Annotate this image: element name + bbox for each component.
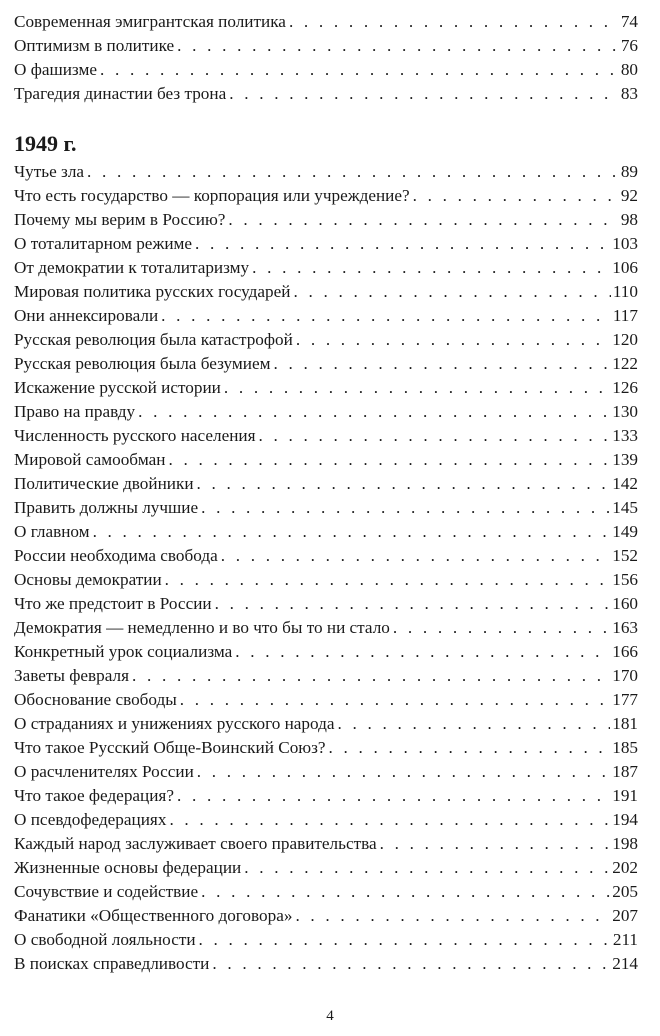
toc-entry-page: 117 (612, 306, 638, 325)
toc-entry-page: 181 (612, 714, 638, 733)
dot-leader (228, 208, 618, 232)
dot-leader (413, 184, 619, 208)
toc-entry[interactable] (14, 34, 638, 58)
dot-leader (180, 688, 610, 712)
toc-entry-title: Русская революция была катастрофой (14, 330, 293, 349)
toc-entry-title: Современная эмигрантская политика (14, 12, 286, 31)
dot-leader (329, 736, 611, 760)
toc-entry[interactable] (14, 808, 638, 832)
toc-entry[interactable] (14, 376, 638, 400)
dot-leader (380, 832, 611, 856)
dot-leader (244, 856, 610, 880)
toc-entry[interactable] (14, 520, 638, 544)
toc-entry-title: О псевдофедерациях (14, 810, 167, 829)
toc-entry[interactable] (14, 952, 638, 976)
toc-list-1949 (14, 160, 638, 976)
toc-entry-title: Русская революция была безумием (14, 354, 271, 373)
toc-entry-title: Жизненные основы федерации (14, 858, 242, 877)
dot-leader (138, 400, 610, 424)
toc-entry-page: 139 (612, 450, 638, 469)
dot-leader (197, 472, 611, 496)
toc-entry[interactable] (14, 232, 638, 256)
table-of-contents (14, 0, 638, 976)
dot-leader (289, 10, 619, 34)
dot-leader (293, 280, 610, 304)
toc-entry-page: 145 (612, 498, 638, 517)
toc-entry-page: 194 (612, 810, 638, 829)
toc-entry-title: Политические двойники (14, 474, 194, 493)
dot-leader (229, 82, 619, 106)
toc-entry[interactable] (14, 304, 638, 328)
toc-entry-title: Трагедия династии без трона (14, 84, 227, 103)
dot-leader (195, 232, 610, 256)
dot-leader (132, 664, 610, 688)
toc-entry-title: Они аннексировали (14, 306, 159, 325)
toc-entry[interactable] (14, 400, 638, 424)
toc-entry[interactable] (14, 712, 638, 736)
dot-leader (100, 58, 619, 82)
toc-entry-page: 185 (612, 738, 638, 757)
toc-entry-title: Заветы февраля (14, 666, 129, 685)
toc-entry-page: 110 (612, 282, 638, 301)
toc-entry-title: От демократии к тоталитаризму (14, 258, 250, 277)
dot-leader (235, 640, 610, 664)
dot-leader (224, 376, 610, 400)
toc-entry-title: Почему мы верим в Россию? (14, 210, 226, 229)
toc-entry[interactable] (14, 880, 638, 904)
toc-entry[interactable] (14, 928, 638, 952)
dot-leader (221, 544, 611, 568)
dot-leader (168, 448, 610, 472)
toc-entry-page: 163 (612, 618, 638, 637)
dot-leader (177, 784, 610, 808)
toc-entry[interactable] (14, 736, 638, 760)
toc-entry-title: Основы демократии (14, 570, 162, 589)
toc-entry-title: Сочувствие и содействие (14, 882, 199, 901)
toc-entry-page: 80 (620, 60, 638, 79)
toc-entry-page: 198 (612, 834, 638, 853)
toc-entry-page: 202 (612, 858, 638, 877)
toc-entry-page: 142 (612, 474, 638, 493)
toc-entry-page: 126 (612, 378, 638, 397)
toc-entry-title: В поисках справедливости (14, 954, 210, 973)
dot-leader (295, 904, 610, 928)
toc-entry-title: Каждый народ заслуживает своего правительства (14, 834, 377, 853)
toc-entry[interactable] (14, 592, 638, 616)
toc-entry-page: 89 (620, 162, 638, 181)
toc-entry[interactable] (14, 10, 638, 34)
dot-leader (252, 256, 610, 280)
toc-entry-title: Что же предстоит в России (14, 594, 212, 613)
toc-entry[interactable] (14, 832, 638, 856)
toc-entry[interactable] (14, 448, 638, 472)
dot-leader (212, 952, 610, 976)
toc-entry[interactable] (14, 496, 638, 520)
toc-entry[interactable] (14, 280, 638, 304)
toc-entry[interactable] (14, 208, 638, 232)
toc-entry-title: О расчленителях России (14, 762, 194, 781)
dot-leader (201, 496, 610, 520)
toc-entry[interactable] (14, 664, 638, 688)
toc-entry[interactable] (14, 784, 638, 808)
dot-leader (161, 304, 611, 328)
toc-entry[interactable] (14, 184, 638, 208)
toc-entry-page: 103 (612, 234, 638, 253)
toc-entry[interactable] (14, 544, 638, 568)
toc-entry-page: 207 (612, 906, 638, 925)
toc-entry[interactable] (14, 640, 638, 664)
toc-entry-page: 170 (612, 666, 638, 685)
toc-entry-title: Мировой самообман (14, 450, 166, 469)
dot-leader (259, 424, 611, 448)
dot-leader (165, 568, 611, 592)
toc-entry[interactable] (14, 568, 638, 592)
dot-leader (93, 520, 611, 544)
toc-entry-page: 133 (612, 426, 638, 445)
toc-entry-title: Искажение русской истории (14, 378, 221, 397)
toc-entry-page: 160 (612, 594, 638, 613)
toc-entry-title: Численность русского населения (14, 426, 256, 445)
dot-leader (197, 760, 610, 784)
toc-entry-title: Чутье зла (14, 162, 85, 181)
toc-entry-page: 76 (620, 36, 638, 55)
toc-entry-page: 74 (620, 12, 638, 31)
toc-entry-title: Что такое Русский Обще-Воинский Союз? (14, 738, 326, 757)
toc-entry-page: 177 (612, 690, 638, 709)
dot-leader (393, 616, 610, 640)
toc-entry-page: 156 (612, 570, 638, 589)
toc-entry-title: Конкретный урок социализма (14, 642, 233, 661)
dot-leader (199, 928, 611, 952)
dot-leader (87, 160, 619, 184)
toc-entry-page: 120 (612, 330, 638, 349)
toc-entry-page: 214 (612, 954, 638, 973)
toc-entry-page: 98 (620, 210, 638, 229)
toc-entry-title: Обоснование свободы (14, 690, 177, 709)
toc-entry-page: 166 (612, 642, 638, 661)
page-number: 4 (326, 1008, 334, 1024)
toc-entry-title: О страданиях и унижениях русского народа (14, 714, 335, 733)
section-heading-year: 1949 г. (14, 131, 77, 156)
toc-entry-title: России необходима свобода (14, 546, 218, 565)
toc-entry[interactable] (14, 256, 638, 280)
toc-entry-title: О главном (14, 522, 90, 541)
toc-entry-page: 205 (612, 882, 638, 901)
toc-entry[interactable] (14, 760, 638, 784)
toc-entry-title: О фашизме (14, 60, 97, 79)
toc-entry-page: 187 (612, 762, 638, 781)
toc-entry-page: 122 (612, 354, 638, 373)
toc-entry-title: О свободной лояльности (14, 930, 196, 949)
toc-entry-title: Оптимизм в политике (14, 36, 175, 55)
toc-entry-page: 92 (620, 186, 638, 205)
toc-entry[interactable] (14, 616, 638, 640)
toc-entry-title: Править должны лучшие (14, 498, 199, 517)
toc-entry[interactable] (14, 904, 638, 928)
toc-entry-page: 211 (612, 930, 638, 949)
toc-entry-title: Что есть государство — корпорация или учреждение? (14, 186, 410, 205)
toc-entry[interactable] (14, 472, 638, 496)
toc-entry-title: Что такое федерация? (14, 786, 174, 805)
toc-entry[interactable] (14, 856, 638, 880)
toc-entry[interactable] (14, 688, 638, 712)
dot-leader (201, 880, 610, 904)
toc-entry-page: 106 (612, 258, 638, 277)
toc-entry-page: 191 (612, 786, 638, 805)
toc-entry[interactable] (14, 82, 638, 106)
toc-entry-title: Право на правду (14, 402, 136, 421)
toc-entry-page: 83 (620, 84, 638, 103)
dot-leader (273, 352, 610, 376)
toc-entry-page: 130 (612, 402, 638, 421)
dot-leader (296, 328, 610, 352)
toc-entry-title: Демократия — немедленно и во что бы то ни стало (14, 618, 390, 637)
toc-entry[interactable] (14, 58, 638, 82)
dot-leader (338, 712, 611, 736)
dot-leader (215, 592, 611, 616)
toc-entry[interactable] (14, 424, 638, 448)
toc-list-top (14, 10, 638, 106)
dot-leader (177, 34, 619, 58)
toc-entry-page: 152 (612, 546, 638, 565)
toc-entry-page: 149 (612, 522, 638, 541)
toc-entry[interactable] (14, 328, 638, 352)
toc-entry-title: О тоталитарном режиме (14, 234, 193, 253)
toc-entry-title: Фанатики «Общественного договора» (14, 906, 293, 925)
toc-entry-title: Мировая политика русских государей (14, 282, 291, 301)
toc-entry[interactable] (14, 352, 638, 376)
toc-entry[interactable] (14, 160, 638, 184)
dot-leader (169, 808, 610, 832)
